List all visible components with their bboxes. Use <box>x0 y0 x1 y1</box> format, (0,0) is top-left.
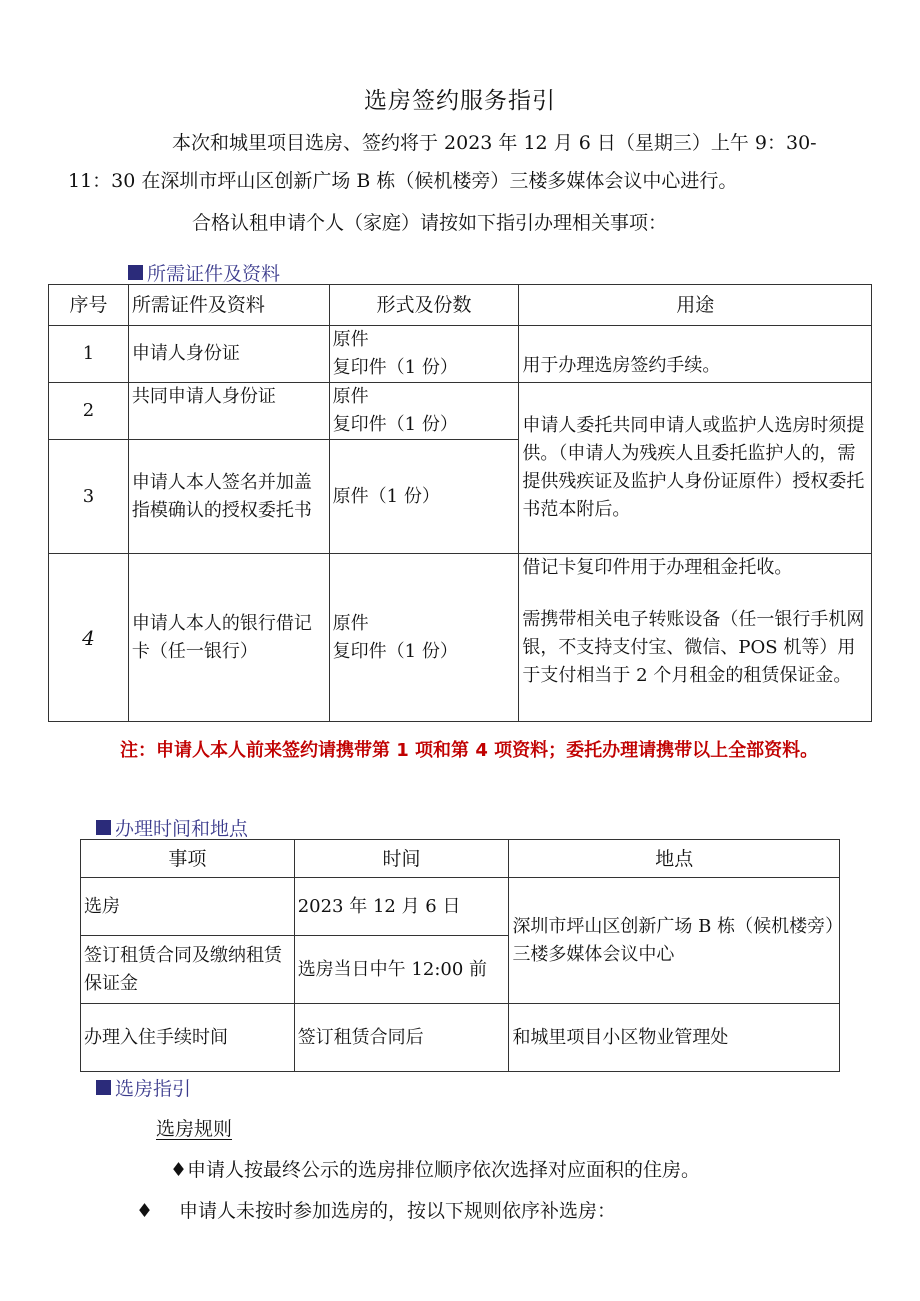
square-bullet-icon <box>96 820 111 835</box>
section-heading-time-place-text: 办理时间和地点 <box>115 818 249 840</box>
page-title: 选房签约服务指引 <box>364 88 556 114</box>
header-form: 形式及份数 <box>329 285 519 326</box>
form-line: 原件 <box>332 612 369 634</box>
row-doc: 申请人身份证 <box>128 326 329 383</box>
row-form <box>329 326 519 383</box>
row-no: 1 <box>49 326 129 383</box>
header-doc: 所需证件及资料 <box>128 285 329 326</box>
header-time: 时间 <box>294 840 509 878</box>
list-item <box>170 1155 700 1182</box>
row-item: 签订租赁合同及缴纳租赁保证金 <box>81 936 295 1004</box>
intro-line-3: 合格认租申请个人（家庭）请按如下指引办理相关事项： <box>192 212 668 234</box>
row-use: 申请人委托共同申请人或监护人选房时须提供。（申请人为残疾人且委托监护人的，需提供残疾证及监护人身份证原件）授权委托书范本附后。 <box>519 383 872 554</box>
time-place-table <box>80 839 840 1072</box>
row-item: 办理入住手续时间 <box>81 1004 295 1072</box>
row-time: 签订租赁合同后 <box>294 1004 509 1072</box>
form-line: 原件 <box>332 386 369 407</box>
row-doc: 共同申请人身份证 <box>128 383 329 440</box>
list-item <box>136 1196 616 1223</box>
row-place: 和城里项目小区物业管理处 <box>509 1004 840 1072</box>
square-bullet-icon <box>128 265 143 280</box>
intro-line-2: 11：30 在深圳市坪山区创新广场 B 栋（候机楼旁）三楼多媒体会议中心进行。 <box>68 170 738 192</box>
section-heading-selection-text: 选房指引 <box>115 1078 192 1100</box>
list-item-text: 申请人未按时参加选房的，按以下规则依序补选房： <box>179 1200 617 1222</box>
form-line: 复印件（1 份） <box>332 414 458 435</box>
row-use <box>519 554 872 722</box>
row-no: 2 <box>49 383 129 440</box>
header-item: 事项 <box>81 840 295 878</box>
diamond-bullet-icon: ♦ <box>136 1200 154 1222</box>
row-form <box>329 383 519 440</box>
row-doc: 申请人本人签名并加盖指模确认的授权委托书 <box>128 440 329 554</box>
section-heading-time-place <box>96 814 248 841</box>
header-use: 用途 <box>519 285 872 326</box>
table-row <box>81 1004 840 1072</box>
row-form <box>329 554 519 722</box>
header-place: 地点 <box>509 840 840 878</box>
row-time: 选房当日中午 12:00 前 <box>294 936 509 1004</box>
intro-line-1: 本次和城里项目选房、签约将于 2023 年 12 月 6 日（星期三）上午 9：30- <box>172 132 817 154</box>
note-text: 注：申请人本人前来签约请携带第 1 项和第 4 项资料；委托办理请携带以上全部资料。 <box>120 740 819 761</box>
section-heading-documents-text: 所需证件及资料 <box>147 263 281 285</box>
rules-title: 选房规则 <box>156 1118 233 1140</box>
header-no: 序号 <box>49 285 129 326</box>
table-row <box>81 878 840 936</box>
row-no: 4 <box>49 554 129 722</box>
form-line: 复印件（1 份） <box>332 640 458 662</box>
section-heading-documents <box>128 259 280 286</box>
row-time: 2023 年 12 月 6 日 <box>294 878 509 936</box>
section-heading-selection <box>96 1074 191 1101</box>
form-line: 原件 <box>332 329 369 350</box>
row-form: 原件（1 份） <box>329 440 519 554</box>
diamond-bullet-icon: ♦ <box>170 1159 188 1181</box>
spacer <box>522 582 868 606</box>
row-doc: 申请人本人的银行借记卡（任一银行） <box>128 554 329 722</box>
intro-paragraph <box>68 124 880 200</box>
use-line: 需携带相关电子转账设备（任一银行手机网银，不支持支付宝、微信、POS 机等）用于支付相当于 2 个月租金的租赁保证金。 <box>522 609 865 686</box>
table-header-row <box>49 285 872 326</box>
use-line: 借记卡复印件用于办理租金托收。 <box>522 557 793 578</box>
row-use: 用于办理选房签约手续。 <box>519 326 872 383</box>
table-row <box>49 383 872 440</box>
table-header-row <box>81 840 840 878</box>
table-row <box>49 326 872 383</box>
form-line: 复印件（1 份） <box>332 357 458 378</box>
row-place: 深圳市坪山区创新广场 B 栋（候机楼旁）三楼多媒体会议中心 <box>509 878 840 1004</box>
square-bullet-icon <box>96 1080 111 1095</box>
documents-table <box>48 284 872 722</box>
row-no: 3 <box>49 440 129 554</box>
table-row <box>49 554 872 722</box>
list-item-text: 申请人按最终公示的选房排位顺序依次选择对应面积的住房。 <box>187 1159 701 1181</box>
row-item: 选房 <box>81 878 295 936</box>
